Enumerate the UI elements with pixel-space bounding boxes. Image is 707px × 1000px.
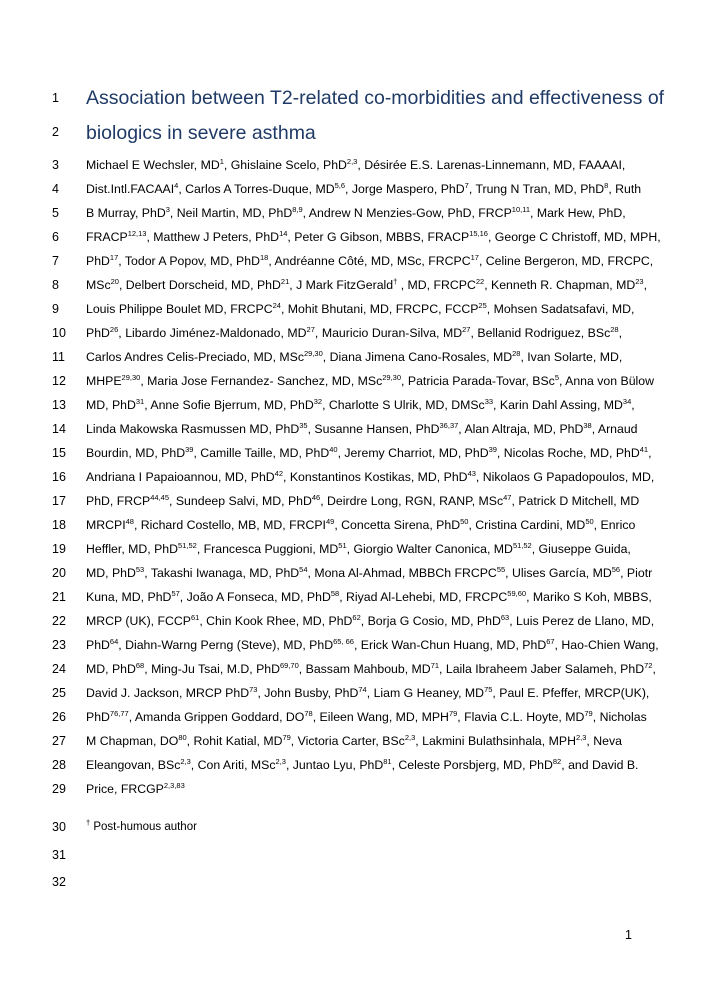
author-text: , <box>643 278 648 292</box>
author-text: , <box>631 398 635 412</box>
affiliation-superscript: 2,3 <box>575 733 587 742</box>
affiliation-superscript: 58 <box>330 589 340 598</box>
line-number: 22 <box>52 614 66 628</box>
author-line <box>86 397 635 413</box>
affiliation-superscript: † <box>393 277 398 286</box>
author-text: , Andrew N Menzies-Gow, PhD, FRCP <box>302 206 512 220</box>
author-text: , Susanne Hansen, PhD <box>307 422 440 436</box>
author-text: , Charlotte S Ulrik, MD, DMSc <box>322 398 485 412</box>
author-line <box>86 181 642 197</box>
affiliation-superscript: 53 <box>135 565 145 574</box>
affiliation-superscript: 25 <box>478 301 487 310</box>
author-text: Heffler, MD, PhD <box>86 542 179 556</box>
author-text: , Francesca Puggioni, MD <box>196 542 339 556</box>
author-text: , Kenneth R. Chapman, MD <box>484 278 636 292</box>
author-text: Dist.Intl.FACAAI <box>86 182 175 196</box>
affiliation-superscript: 28 <box>512 349 521 358</box>
affiliation-superscript: 73 <box>249 685 258 694</box>
author-text: , <box>648 446 652 460</box>
author-text: , Richard Costello, MB, MD, FRCPI <box>133 518 326 532</box>
affiliation-superscript: 22 <box>475 277 485 286</box>
author-line <box>86 229 661 245</box>
author-line <box>86 565 653 581</box>
line-number: 31 <box>52 848 66 862</box>
author-text: , João A Fonseca, MD, PhD <box>179 590 331 604</box>
author-line <box>86 277 648 293</box>
author-text: , Todor A Popov, MD, PhD <box>118 254 260 268</box>
affiliation-superscript: 41 <box>639 445 649 454</box>
author-text: , Neva <box>586 734 622 748</box>
author-text: , Juntao Lyu, PhD <box>285 758 384 772</box>
affiliation-superscript: 18 <box>259 253 269 262</box>
affiliation-superscript: 29,30 <box>304 349 323 358</box>
author-text: Michael E Wechsler, MD <box>86 158 220 172</box>
affiliation-superscript: 51 <box>338 541 347 550</box>
line-number: 23 <box>52 638 66 652</box>
affiliation-superscript: 44,45 <box>150 493 170 502</box>
author-line <box>86 349 622 365</box>
author-text: , Celeste Porsbjerg, MD, PhD <box>391 758 553 772</box>
author-text: , Delbert Dorscheid, MD, PhD <box>118 278 281 292</box>
affiliation-superscript: 64 <box>109 637 119 646</box>
author-line <box>86 325 622 341</box>
affiliation-superscript: 33 <box>484 397 494 406</box>
affiliation-superscript: 5,6 <box>334 181 346 190</box>
author-line <box>86 517 636 533</box>
author-line <box>86 421 638 437</box>
author-text: MRCPI <box>86 518 126 532</box>
author-line <box>86 373 655 389</box>
line-number: 17 <box>52 494 66 508</box>
author-text: , and David B. <box>561 758 639 772</box>
line-number: 2 <box>52 125 59 139</box>
author-text: , Mark Hew, PhD, <box>530 206 626 220</box>
author-text: FRACP <box>86 230 128 244</box>
footnote-text: Post-humous author <box>90 821 197 833</box>
affiliation-superscript: 23 <box>635 277 644 286</box>
author-text: , Rohit Katial, MD <box>186 734 283 748</box>
affiliation-superscript: 78 <box>304 709 313 718</box>
affiliation-superscript: 62 <box>352 613 361 622</box>
author-text: , Ghislaine Scelo, PhD <box>223 158 347 172</box>
affiliation-superscript: 56 <box>611 565 621 574</box>
author-text: , Maria Jose Fernandez- Sanchez, MD, MSc <box>140 374 383 388</box>
affiliation-superscript: 68 <box>135 661 145 670</box>
author-text: , Andréanne Côté, MD, MSc, FRCPC <box>268 254 471 268</box>
author-text: , Carlos A Torres-Duque, MD <box>178 182 335 196</box>
author-text: , Erick Wan-Chun Huang, MD, PhD <box>353 638 547 652</box>
author-text: , Victoria Carter, BSc <box>290 734 405 748</box>
author-text: , Takashi Iwanaga, MD, PhD <box>144 566 300 580</box>
author-text: , Sundeep Salvi, MD, PhD <box>169 494 312 508</box>
author-text: MRCP (UK), FCCP <box>86 614 191 628</box>
affiliation-superscript: 79 <box>584 709 593 718</box>
affiliation-superscript: 74 <box>358 685 367 694</box>
author-text: , Nicholas <box>592 710 647 724</box>
author-text: , J Mark FitzGerald <box>289 278 394 292</box>
affiliation-superscript: 12,13 <box>127 229 147 238</box>
author-text: , Mohsen Sadatsafavi, MD, <box>486 302 635 316</box>
author-text: , Jorge Maspero, PhD <box>345 182 465 196</box>
affiliation-superscript: 10,11 <box>511 205 530 214</box>
author-text: PhD, FRCP <box>86 494 151 508</box>
author-text: PhD <box>86 638 110 652</box>
author-text: , Hao-Chien Wang, <box>554 638 659 652</box>
author-text: , Chin Kook Rhee, MD, PhD <box>199 614 353 628</box>
affiliation-superscript: 80 <box>178 733 187 742</box>
author-line <box>86 301 635 317</box>
author-text: , Alan Altraja, MD, PhD <box>458 422 584 436</box>
author-text: , Ulises García, MD <box>505 566 612 580</box>
affiliation-superscript: 50 <box>585 517 594 526</box>
author-text: , Désirée E.S. Larenas-Linnemann, MD, FAAAAI, <box>357 158 626 172</box>
affiliation-superscript: 32 <box>313 397 323 406</box>
author-text: Carlos Andres Celis-Preciado, MD, MSc <box>86 350 304 364</box>
author-text: , Paul E. Pfeffer, MRCP(UK), <box>492 686 650 700</box>
author-text: Bourdin, MD, PhD <box>86 446 186 460</box>
author-text: , Lakmini Bulathsinhala, MPH <box>415 734 576 748</box>
line-number: 20 <box>52 566 66 580</box>
line-number: 32 <box>52 875 66 889</box>
affiliation-superscript: 21 <box>280 277 290 286</box>
affiliation-superscript: 55 <box>496 565 506 574</box>
line-number: 8 <box>52 278 59 292</box>
author-text: , Anna von Bülow <box>558 374 655 388</box>
author-text: , Anne Sofie Bjerrum, MD, PhD <box>144 398 314 412</box>
author-text: , Patrick D Mitchell, MD <box>511 494 640 508</box>
author-text: , Camille Taille, MD, PhD <box>193 446 330 460</box>
author-text: , Nicolas Roche, MD, PhD <box>496 446 640 460</box>
affiliation-superscript: 17 <box>470 253 479 262</box>
affiliation-superscript: 46 <box>311 493 321 502</box>
author-text: , Diana Jimena Cano-Rosales, MD <box>322 350 513 364</box>
author-text: , Neil Martin, MD, PhD <box>169 206 293 220</box>
affiliation-superscript: 28 <box>610 325 619 334</box>
title-line: biologics in severe asthma <box>86 122 316 144</box>
affiliation-superscript: 38 <box>583 421 592 430</box>
affiliation-superscript: 35 <box>299 421 308 430</box>
author-text: , Nikolaos G Papadopoulos, MD, <box>475 470 655 484</box>
author-text: , Liam G Heaney, MD <box>366 686 485 700</box>
author-text: , <box>618 326 622 340</box>
author-text: , Amanda Grippen Goddard, DO <box>128 710 305 724</box>
author-text: , Concetta Sirena, PhD <box>334 518 461 532</box>
author-line <box>86 613 655 629</box>
line-number: 11 <box>52 350 65 364</box>
line-number: 9 <box>52 302 59 316</box>
affiliation-superscript: 2,3 <box>404 733 416 742</box>
affiliation-superscript: 75 <box>484 685 493 694</box>
affiliation-superscript: 42 <box>274 469 284 478</box>
author-text: David J. Jackson, MRCP PhD <box>86 686 250 700</box>
author-text: Andriana I Papaioannou, MD, PhD <box>86 470 275 484</box>
author-line <box>86 493 640 509</box>
author-text: , Diahn-Warng Perng (Steve), MD, PhD <box>118 638 334 652</box>
author-text: , Ivan Solarte, MD, <box>520 350 623 364</box>
line-number: 6 <box>52 230 59 244</box>
author-line <box>86 253 654 269</box>
affiliation-superscript: 8 <box>604 181 609 190</box>
author-text: MHPE <box>86 374 122 388</box>
affiliation-superscript: 26 <box>109 325 119 334</box>
author-text: , Riyad Al-Lehebi, MD, FRCPC <box>339 590 508 604</box>
affiliation-superscript: 50 <box>460 517 469 526</box>
author-text: , Con Ariti, MSc <box>190 758 276 772</box>
line-number: 1 <box>52 91 59 105</box>
line-number: 7 <box>52 254 59 268</box>
affiliation-superscript: 5 <box>554 373 559 382</box>
footnote-mark: † <box>86 818 91 827</box>
author-text: , Trung N Tran, MD, PhD <box>468 182 605 196</box>
line-number: 13 <box>52 398 66 412</box>
author-text: , Cristina Cardini, MD <box>468 518 586 532</box>
author-line <box>86 589 652 605</box>
footnote <box>86 819 622 835</box>
author-text: , Konstantinos Kostikas, MD, PhD <box>283 470 468 484</box>
author-line <box>86 469 655 485</box>
author-text: B Murray, PhD <box>86 206 166 220</box>
author-text: , Mona Al-Ahmad, MBBCh FRCPC <box>307 566 497 580</box>
author-text: Linda Makowska Rasmussen MD, PhD <box>86 422 300 436</box>
affiliation-superscript: 2,3 <box>180 757 191 766</box>
author-line <box>86 709 647 725</box>
author-text: MSc <box>86 278 111 292</box>
author-text: , Giuseppe Guida, <box>531 542 631 556</box>
author-text: , Piotr <box>620 566 653 580</box>
line-number: 14 <box>52 422 66 436</box>
affiliation-superscript: 59,60 <box>507 589 527 598</box>
author-text: , Eileen Wang, MD, MPH <box>312 710 449 724</box>
author-text: , <box>652 662 656 676</box>
author-text: M Chapman, DO <box>86 734 179 748</box>
affiliation-superscript: 79 <box>448 709 458 718</box>
author-text: PhD <box>86 326 110 340</box>
author-text: PhD <box>86 710 110 724</box>
author-text: , Laila Ibraheem Jaber Salameh, PhD <box>439 662 645 676</box>
affiliation-superscript: 54 <box>299 565 308 574</box>
author-text: Louis Philippe Boulet MD, FRCPC <box>86 302 273 316</box>
affiliation-superscript: 76,77 <box>109 709 129 718</box>
affiliation-superscript: 49 <box>325 517 335 526</box>
author-line <box>86 757 639 773</box>
author-text: , Enrico <box>593 518 636 532</box>
line-number: 18 <box>52 518 66 532</box>
affiliation-superscript: 82 <box>552 757 562 766</box>
line-number: 29 <box>52 782 66 796</box>
affiliation-superscript: 3 <box>165 205 170 214</box>
title-line: Association between T2-related co-morbidities and effectiveness of <box>86 87 665 109</box>
affiliation-superscript: 40 <box>329 445 338 454</box>
author-text: Kuna, MD, PhD <box>86 590 172 604</box>
author-text: , John Busby, PhD <box>257 686 359 700</box>
affiliation-superscript: 79 <box>282 733 291 742</box>
author-text: MD, PhD <box>86 398 136 412</box>
author-line <box>86 685 650 701</box>
affiliation-superscript: 29,30 <box>121 373 141 382</box>
author-text: , Mariko S Koh, MBBS, <box>526 590 652 604</box>
author-text: , Peter G Gibson, MBBS, FRACP <box>287 230 470 244</box>
author-text: MD, PhD <box>86 566 136 580</box>
author-text: , Bellanid Rodriguez, BSc <box>470 326 611 340</box>
page-number: 1 <box>625 928 632 942</box>
affiliation-superscript: 39 <box>488 445 497 454</box>
affiliation-superscript: 81 <box>383 757 392 766</box>
affiliation-superscript: 71 <box>430 661 440 670</box>
line-number: 10 <box>52 326 66 340</box>
line-number: 28 <box>52 758 66 772</box>
affiliation-superscript: 14 <box>279 229 288 238</box>
affiliation-superscript: 27 <box>306 325 315 334</box>
affiliation-superscript: 65, 66 <box>333 637 354 646</box>
author-text: , MD, FRCPC <box>397 278 476 292</box>
affiliation-superscript: 63 <box>500 613 510 622</box>
affiliation-superscript: 72 <box>644 661 653 670</box>
affiliation-superscript: 31 <box>135 397 145 406</box>
author-text: , Arnaud <box>591 422 638 436</box>
author-text: , Matthew J Peters, PhD <box>146 230 280 244</box>
author-text: , Bassam Mahboub, MD <box>298 662 431 676</box>
line-number: 26 <box>52 710 66 724</box>
line-number: 16 <box>52 470 66 484</box>
affiliation-superscript: 67 <box>546 637 555 646</box>
author-text: , Patricia Parada-Tovar, BSc <box>401 374 555 388</box>
affiliation-superscript: 4 <box>174 181 179 190</box>
author-text: , Luis Perez de Llano, MD, <box>509 614 655 628</box>
affiliation-superscript: 17 <box>109 253 119 262</box>
line-number: 25 <box>52 686 66 700</box>
line-number: 4 <box>52 182 59 196</box>
affiliation-superscript: 47 <box>503 493 512 502</box>
affiliation-superscript: 15,16 <box>469 229 488 238</box>
author-line <box>86 661 656 677</box>
author-text: , Ruth <box>608 182 642 196</box>
author-text: , Mauricio Duran-Silva, MD <box>314 326 463 340</box>
author-text: , Libardo Jiménez-Maldonado, MD <box>118 326 307 340</box>
line-number: 24 <box>52 662 66 676</box>
line-number: 19 <box>52 542 66 556</box>
affiliation-superscript: 43 <box>467 469 476 478</box>
affiliation-superscript: 51,52 <box>178 541 197 550</box>
affiliation-superscript: 1 <box>219 157 224 166</box>
author-text: , Celine Bergeron, MD, FRCPC, <box>478 254 654 268</box>
author-text: , George C Christoff, MD, MPH, <box>487 230 661 244</box>
author-text: Price, FRCGP <box>86 782 164 796</box>
author-line <box>86 205 626 221</box>
author-text: , Jeremy Charriot, MD, PhD <box>337 446 489 460</box>
author-text: MD, PhD <box>86 662 136 676</box>
author-line <box>86 445 652 461</box>
author-text: , Ming-Ju Tsai, M.D, PhD <box>144 662 280 676</box>
affiliation-superscript: 20 <box>110 277 119 286</box>
affiliation-superscript: 2,3,83 <box>163 781 185 790</box>
affiliation-superscript: 2,3 <box>346 157 358 166</box>
affiliation-superscript: 29,30 <box>382 373 402 382</box>
author-line <box>86 637 659 653</box>
affiliation-superscript: 69,70 <box>280 661 299 670</box>
affiliation-superscript: 27 <box>462 325 471 334</box>
affiliation-superscript: 51,52 <box>512 541 532 550</box>
line-number: 21 <box>52 590 66 604</box>
author-text: , Giorgio Walter Canonica, MD <box>346 542 513 556</box>
line-number: 30 <box>52 820 66 834</box>
affiliation-superscript: 2,3 <box>275 757 286 766</box>
affiliation-superscript: 61 <box>190 613 200 622</box>
author-text: , Flavia C.L. Hoyte, MD <box>457 710 585 724</box>
line-number: 5 <box>52 206 59 220</box>
affiliation-superscript: 8,9 <box>292 205 303 214</box>
affiliation-superscript: 34 <box>622 397 632 406</box>
affiliation-superscript: 7 <box>464 181 469 190</box>
author-line <box>86 157 626 173</box>
line-number: 27 <box>52 734 66 748</box>
line-number: 15 <box>52 446 66 460</box>
affiliation-superscript: 36,37 <box>439 421 459 430</box>
author-text: , Mohit Bhutani, MD, FRCPC, FCCP <box>280 302 479 316</box>
line-number: 12 <box>52 374 66 388</box>
affiliation-superscript: 24 <box>272 301 281 310</box>
author-text: PhD <box>86 254 110 268</box>
affiliation-superscript: 57 <box>171 589 180 598</box>
author-text: , Karin Dahl Assing, MD <box>493 398 623 412</box>
affiliation-superscript: 39 <box>185 445 194 454</box>
author-line <box>86 541 631 557</box>
author-text: Eleangovan, BSc <box>86 758 181 772</box>
author-text: , Deirdre Long, RGN, RANP, MSc <box>320 494 504 508</box>
author-text: , Borja G Cosio, MD, PhD <box>360 614 501 628</box>
affiliation-superscript: 48 <box>125 517 134 526</box>
author-line <box>86 781 622 797</box>
line-number: 3 <box>52 158 59 172</box>
author-line <box>86 733 622 749</box>
